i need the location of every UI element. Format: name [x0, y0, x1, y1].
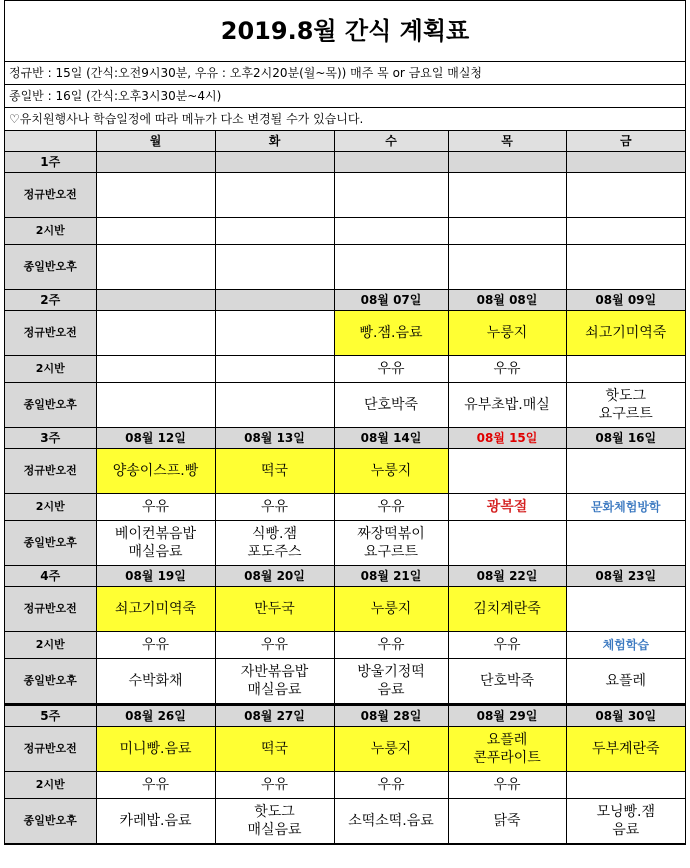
row-label-milk: 2시반 — [5, 356, 96, 383]
row-label-morning: 정규반오전 — [5, 587, 96, 632]
snack-text: 모닝빵.잼 — [596, 804, 656, 820]
row-label-afternoon: 종일반오후 — [5, 521, 96, 566]
milk-row — [5, 356, 685, 383]
afternoon-snack-cell — [96, 799, 215, 844]
date-cell: 08월 27일 — [215, 705, 334, 727]
date-cell — [215, 290, 334, 311]
week-label: 2주 — [5, 290, 96, 311]
afternoon-snack-cell — [448, 245, 566, 290]
day-header-mon: 월 — [96, 131, 215, 152]
morning-snack-cell — [96, 173, 215, 218]
milk-cell: 우유 — [96, 494, 215, 521]
date-cell: 08월 20일 — [215, 566, 334, 587]
row-label-afternoon: 종일반오후 — [5, 383, 96, 428]
milk-cell: 우유 — [96, 632, 215, 659]
afternoon-snack-cell — [96, 383, 215, 428]
date-cell: 08월 08일 — [448, 290, 566, 311]
snack-text: 소떡소떡.음료 — [348, 813, 434, 829]
row-label-morning: 정규반오전 — [5, 449, 96, 494]
date-cell: 08월 28일 — [334, 705, 448, 727]
info-line-notice: ♡유치원행사나 학습일정에 따라 메뉴가 다소 변경될 수가 있습니다. — [9, 112, 364, 126]
date-cell: 08월 19일 — [96, 566, 215, 587]
milk-row — [5, 632, 685, 659]
day-header-wed: 수 — [334, 131, 448, 152]
day-header-thu: 목 — [448, 131, 566, 152]
weeks-body — [5, 152, 685, 844]
row-label-milk: 2시반 — [5, 772, 96, 799]
milk-cell: 우유 — [448, 772, 566, 799]
afternoon-snack-cell — [334, 245, 448, 290]
snack-plan-sheet — [4, 0, 686, 845]
afternoon-snack-cell — [566, 245, 685, 290]
milk-cell: 문화체험방학 — [566, 494, 685, 521]
milk-cell: 우유 — [448, 632, 566, 659]
snack-text: 포도주스 — [247, 544, 302, 560]
row-label-morning: 정규반오전 — [5, 173, 96, 218]
snack-text: 닭죽 — [493, 813, 521, 829]
date-cell — [334, 152, 448, 173]
afternoon-snack-cell — [448, 521, 566, 566]
snack-text: 음료 — [377, 682, 405, 698]
snack-text: 매실음료 — [128, 544, 183, 560]
date-cell — [566, 152, 685, 173]
morning-snack-cell — [334, 587, 448, 632]
morning-snack-cell — [96, 587, 215, 632]
morning-snack-cell — [96, 311, 215, 356]
snack-text: 양송이스프.빵 — [112, 463, 199, 479]
snack-text: 자반볶음밥 — [240, 664, 309, 680]
row-label-milk: 2시반 — [5, 632, 96, 659]
row-label-afternoon: 종일반오후 — [5, 659, 96, 705]
morning-snack-cell — [448, 587, 566, 632]
row-label-morning: 정규반오전 — [5, 311, 96, 356]
snack-text: 요구르트 — [598, 406, 653, 422]
morning-snack-cell — [566, 727, 685, 772]
snack-schedule-table — [5, 130, 685, 844]
afternoon-row — [5, 383, 685, 428]
info-line-fullday: 종일반 : 16일 (간식:오후3시30분~4시) — [5, 85, 685, 108]
row-label-afternoon: 종일반오후 — [5, 799, 96, 844]
row-label-milk: 2시반 — [5, 494, 96, 521]
milk-cell: 우유 — [448, 356, 566, 383]
afternoon-snack-cell — [334, 383, 448, 428]
date-cell: 08월 16일 — [566, 428, 685, 449]
snack-text: 떡국 — [260, 463, 289, 479]
week-label: 4주 — [5, 566, 96, 587]
snack-text: 쇠고기미역죽 — [114, 601, 197, 617]
snack-text: 유부초밥.매실 — [464, 397, 550, 413]
morning-snack-cell — [566, 449, 685, 494]
milk-cell: 광복절 — [448, 494, 566, 521]
milk-row — [5, 772, 685, 799]
morning-snack-cell — [215, 173, 334, 218]
snack-text: 누룽지 — [370, 463, 412, 479]
info-line-regular: 정규반 : 15일 (간식:오전9시30분, 우유 : 오후2시20분(월~목)) 매주 목 or 금요일 매실청 — [5, 62, 685, 85]
morning-snack-cell — [215, 449, 334, 494]
morning-snack-cell — [448, 449, 566, 494]
morning-snack-cell — [334, 173, 448, 218]
afternoon-snack-cell — [566, 659, 685, 705]
milk-cell: 우유 — [215, 494, 334, 521]
morning-snack-cell — [566, 311, 685, 356]
snack-text: 빵.잼.음료 — [359, 325, 423, 341]
date-cell: 08월 30일 — [566, 705, 685, 727]
date-cell: 08월 26일 — [96, 705, 215, 727]
milk-cell: 우유 — [334, 356, 448, 383]
afternoon-snack-cell — [334, 659, 448, 705]
week-label: 1주 — [5, 152, 96, 173]
afternoon-snack-cell — [334, 521, 448, 566]
morning-snack-cell — [448, 311, 566, 356]
date-cell: 08월 22일 — [448, 566, 566, 587]
week-row — [5, 566, 685, 587]
week-row — [5, 152, 685, 173]
date-cell: 08월 23일 — [566, 566, 685, 587]
date-cell: 08월 14일 — [334, 428, 448, 449]
afternoon-snack-cell — [215, 659, 334, 705]
day-header-row — [5, 131, 685, 152]
milk-cell — [96, 218, 215, 245]
snack-text: 누룽지 — [370, 601, 412, 617]
milk-cell: 우유 — [215, 772, 334, 799]
morning-snack-cell — [215, 311, 334, 356]
snack-text: 두부계란죽 — [591, 741, 660, 757]
snack-text: 단호박죽 — [479, 673, 535, 689]
snack-text: 만두국 — [254, 601, 295, 617]
morning-snack-cell — [334, 311, 448, 356]
week-row — [5, 705, 685, 727]
week-row — [5, 290, 685, 311]
snack-text: 누룽지 — [486, 325, 528, 341]
snack-text: 콘푸라이트 — [473, 750, 541, 766]
snack-text: 매실음료 — [247, 682, 302, 698]
snack-text: 요플레 — [605, 673, 647, 689]
row-label-morning: 정규반오전 — [5, 727, 96, 772]
afternoon-snack-cell — [215, 383, 334, 428]
milk-cell — [566, 356, 685, 383]
afternoon-row — [5, 799, 685, 844]
week-label: 3주 — [5, 428, 96, 449]
snack-text: 카레밥.음료 — [119, 813, 192, 829]
snack-text: 단호박죽 — [363, 397, 419, 413]
afternoon-snack-cell — [96, 245, 215, 290]
date-cell — [215, 152, 334, 173]
milk-cell — [215, 356, 334, 383]
week-row — [5, 428, 685, 449]
snack-text: 짜장떡볶이 — [357, 526, 425, 542]
snack-text: 핫도그 — [605, 388, 647, 404]
morning-snack-cell — [215, 727, 334, 772]
morning-row — [5, 173, 685, 218]
milk-cell — [566, 218, 685, 245]
snack-text: 누룽지 — [370, 741, 412, 757]
morning-snack-cell — [566, 587, 685, 632]
milk-cell: 우유 — [96, 772, 215, 799]
date-cell — [448, 152, 566, 173]
morning-snack-cell — [96, 727, 215, 772]
date-cell: 08월 07일 — [334, 290, 448, 311]
milk-cell: 우유 — [334, 772, 448, 799]
milk-cell — [448, 218, 566, 245]
morning-snack-cell — [448, 173, 566, 218]
morning-row — [5, 727, 685, 772]
milk-cell — [334, 218, 448, 245]
snack-text: 수박화채 — [128, 673, 183, 689]
date-cell: 08월 13일 — [215, 428, 334, 449]
afternoon-snack-cell — [215, 245, 334, 290]
morning-snack-cell — [566, 173, 685, 218]
afternoon-snack-cell — [448, 383, 566, 428]
afternoon-row — [5, 659, 685, 705]
morning-row — [5, 449, 685, 494]
afternoon-row — [5, 521, 685, 566]
milk-cell: 체험학습 — [566, 632, 685, 659]
page-title: 2019.8월 간식 계획표 — [5, 1, 685, 62]
morning-row — [5, 587, 685, 632]
afternoon-snack-cell — [96, 521, 215, 566]
date-cell: 08월 21일 — [334, 566, 448, 587]
snack-text: 매실음료 — [247, 822, 302, 838]
snack-text: 음료 — [612, 822, 640, 838]
afternoon-snack-cell — [566, 383, 685, 428]
afternoon-snack-cell — [215, 799, 334, 844]
date-cell: 08월 12일 — [96, 428, 215, 449]
snack-text: 요플레 — [486, 732, 528, 748]
milk-cell: 우유 — [215, 632, 334, 659]
row-label-milk: 2시반 — [5, 218, 96, 245]
milk-row — [5, 494, 685, 521]
snack-text: 식빵.잼 — [251, 526, 298, 542]
snack-text: 방울기정떡 — [357, 664, 425, 680]
milk-cell — [96, 356, 215, 383]
morning-snack-cell — [96, 449, 215, 494]
week-label: 5주 — [5, 705, 96, 727]
milk-cell — [215, 218, 334, 245]
afternoon-snack-cell — [448, 659, 566, 705]
snack-text: 베이컨볶음밥 — [114, 526, 197, 542]
milk-cell: 우유 — [334, 632, 448, 659]
date-cell: 08월 29일 — [448, 705, 566, 727]
date-cell — [96, 152, 215, 173]
snack-text: 쇠고기미역죽 — [585, 325, 667, 341]
milk-cell: 우유 — [334, 494, 448, 521]
snack-text: 핫도그 — [254, 804, 295, 820]
milk-cell — [566, 772, 685, 799]
snack-text: 미니빵.음료 — [119, 741, 192, 757]
header-corner — [5, 131, 96, 152]
milk-row — [5, 218, 685, 245]
afternoon-snack-cell — [334, 799, 448, 844]
day-header-fri: 금 — [566, 131, 685, 152]
morning-snack-cell — [334, 727, 448, 772]
row-label-afternoon: 종일반오후 — [5, 245, 96, 290]
morning-snack-cell — [334, 449, 448, 494]
morning-snack-cell — [215, 587, 334, 632]
afternoon-row — [5, 245, 685, 290]
date-cell — [96, 290, 215, 311]
afternoon-snack-cell — [566, 521, 685, 566]
afternoon-snack-cell — [96, 659, 215, 705]
day-header-tue: 화 — [215, 131, 334, 152]
date-cell: 08월 15일 — [448, 428, 566, 449]
snack-text: 요구르트 — [363, 544, 419, 560]
afternoon-snack-cell — [215, 521, 334, 566]
afternoon-snack-cell — [448, 799, 566, 844]
morning-row — [5, 311, 685, 356]
afternoon-snack-cell — [566, 799, 685, 844]
snack-text: 떡국 — [260, 741, 289, 757]
date-cell: 08월 09일 — [566, 290, 685, 311]
snack-text: 김치계란죽 — [473, 601, 541, 617]
morning-snack-cell — [448, 727, 566, 772]
